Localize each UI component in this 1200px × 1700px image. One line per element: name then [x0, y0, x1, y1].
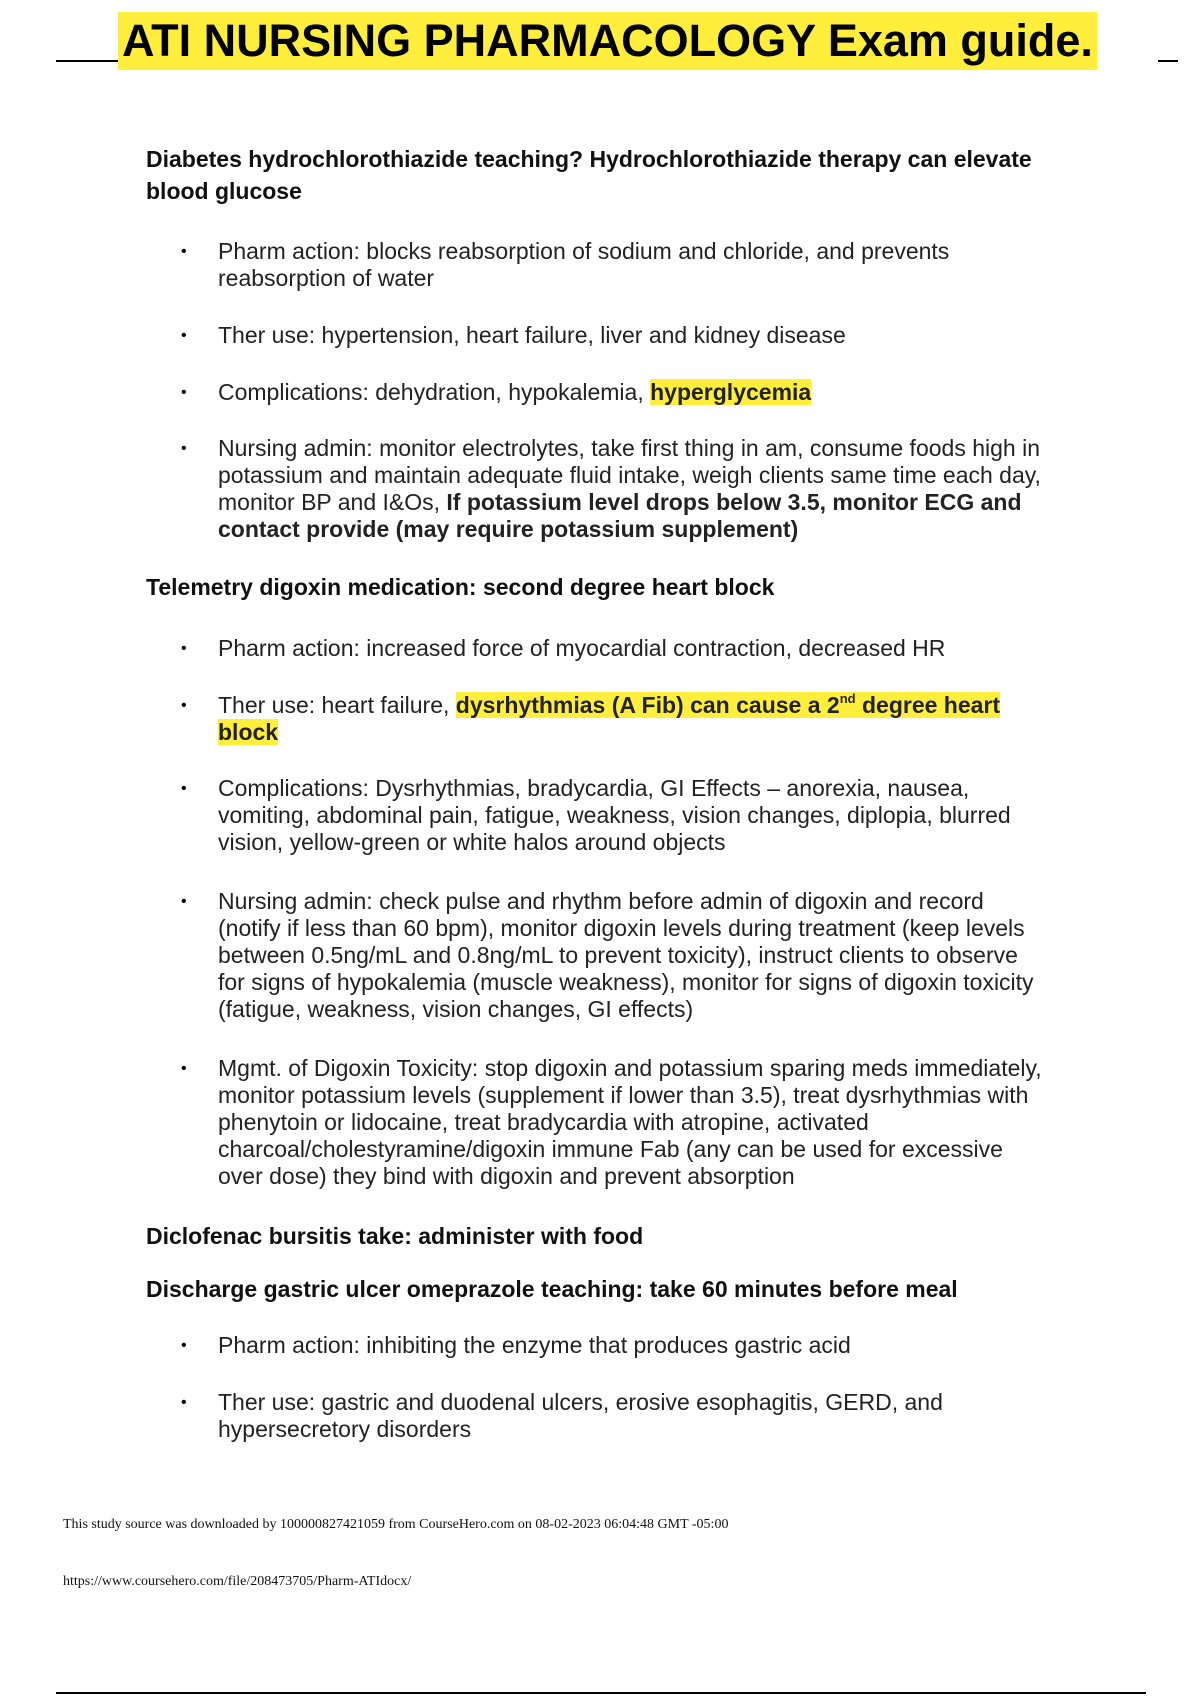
heading-line: blood glucose — [146, 178, 302, 204]
bullet-icon: • — [181, 327, 187, 344]
superscript: nd — [839, 691, 856, 706]
list-item-complications — [218, 379, 1098, 406]
bullet-icon: • — [181, 1337, 187, 1354]
item-line: (notify if less than 60 bpm), monitor digoxin levels during treatment (keep levels — [218, 915, 1025, 941]
item-line: Pharm action: blocks reabsorption of sodium and chloride, and prevents — [218, 238, 950, 264]
item-line: vomiting, abdominal pain, fatigue, weakness, vision changes, diplopia, blurred — [218, 802, 1011, 828]
item-line: Ther use: gastric and duodenal ulcers, erosive esophagitis, GERD, and — [218, 1389, 943, 1415]
item-line: vision, yellow-green or white halos around objects — [218, 829, 726, 855]
highlighted-text: block — [218, 719, 279, 745]
item-line: hypersecretory disorders — [218, 1416, 472, 1442]
list-item-pharm-action — [218, 635, 1098, 662]
item-line: between 0.5ng/mL and 0.8ng/mL to prevent toxicity), instruct clients to observe — [218, 942, 1018, 968]
item-line: Pharm action: increased force of myocardial contraction, decreased HR — [218, 635, 946, 661]
list-item-nursing-admin — [218, 888, 1098, 1023]
item-line: phenytoin or lidocaine, treat bradycardia with atropine, activated — [218, 1109, 869, 1135]
list-item-pharm-action — [218, 1332, 1098, 1359]
download-note: This study source was downloaded by 100000827421059 from CourseHero.com on 08-02-2023 06:04:48 GMT -05:00 — [63, 1517, 729, 1532]
item-line: reabsorption of water — [218, 265, 435, 291]
list-item-ther-use — [218, 1389, 1098, 1443]
item-line: monitor potassium levels (supplement if lower than 3.5), treat dysrhythmias with — [218, 1082, 1029, 1108]
list-item-pharm-action — [218, 238, 1098, 292]
highlighted-text: hyperglycemia — [650, 379, 812, 405]
item-text: Ther use: heart failure, — [218, 692, 450, 718]
bullet-icon: • — [181, 384, 187, 401]
section-heading-omeprazole: Discharge gastric ulcer omeprazole teaching: take 60 minutes before meal — [146, 1276, 958, 1302]
bullet-icon: • — [181, 243, 187, 260]
list-item-toxicity-mgmt — [218, 1055, 1098, 1190]
title-underline-left — [56, 60, 118, 62]
item-line: Nursing admin: check pulse and rhythm before admin of digoxin and record — [218, 888, 984, 914]
item-line — [218, 692, 1098, 719]
item-text: monitor BP and I&Os, — [218, 489, 441, 515]
highlight-part: dysrhythmias (A Fib) can cause a 2 — [455, 692, 840, 718]
heading-line: Diabetes hydrochlorothiazide teaching? Hydrochlorothiazide therapy can elevate — [146, 146, 1032, 172]
bullet-icon: • — [181, 780, 187, 797]
bullet-icon: • — [181, 440, 187, 457]
item-line: charcoal/cholestyramine/digoxin immune Fab (any can be used for excessive — [218, 1136, 1003, 1162]
item-line: for signs of hypokalemia (muscle weakness), monitor for signs of digoxin toxicity — [218, 969, 1034, 995]
item-line: Nursing admin: monitor electrolytes, take first thing in am, consume foods high in — [218, 435, 1040, 461]
item-line: over dose) they bind with digoxin and prevent absorption — [218, 1163, 795, 1189]
section-heading-digoxin: Telemetry digoxin medication: second degree heart block — [146, 574, 775, 600]
list-item-ther-use — [218, 692, 1098, 746]
page-bottom-divider — [56, 1692, 1146, 1694]
source-url[interactable]: https://www.coursehero.com/file/208473705/Pharm-ATIdocx/ — [63, 1574, 412, 1589]
item-text: Complications: dehydration, hypokalemia, — [218, 379, 644, 405]
item-line — [218, 489, 1098, 516]
item-line — [218, 516, 1098, 543]
title-underline-right — [1158, 60, 1178, 62]
item-line: Mgmt. of Digoxin Toxicity: stop digoxin and potassium sparing meds immediately, — [218, 1055, 1042, 1081]
section-heading-hctz — [146, 143, 1096, 207]
title-bar — [0, 8, 1200, 74]
item-line: Complications: Dysrhythmias, bradycardia, GI Effects – anorexia, nausea, — [218, 775, 970, 801]
bullet-icon: • — [181, 697, 187, 714]
highlighted-text — [456, 692, 1000, 718]
bold-text: If potassium level drops below 3.5, monitor ECG and — [446, 489, 1022, 515]
list-item-ther-use — [218, 322, 1098, 349]
bullet-icon: • — [181, 1394, 187, 1411]
item-line: (fatigue, weakness, vision changes, GI effects) — [218, 996, 694, 1022]
item-line: potassium and maintain adequate fluid intake, weigh clients same time each day, — [218, 462, 1041, 488]
list-item-complications — [218, 775, 1098, 856]
bullet-icon: • — [181, 893, 187, 910]
item-line: Pharm action: inhibiting the enzyme that produces gastric acid — [218, 1332, 851, 1358]
document-title: ATI NURSING PHARMACOLOGY Exam guide. — [118, 12, 1097, 70]
item-line: Ther use: hypertension, heart failure, liver and kidney disease — [218, 322, 846, 348]
bullet-icon: • — [181, 1060, 187, 1077]
list-item-nursing-admin — [218, 435, 1098, 543]
section-heading-diclofenac: Diclofenac bursitis take: administer with food — [146, 1223, 644, 1249]
item-line — [218, 719, 1098, 746]
highlight-part: degree heart — [861, 692, 1001, 718]
bold-text: contact provide (may require potassium supplement) — [218, 516, 799, 542]
bullet-icon: • — [181, 640, 187, 657]
